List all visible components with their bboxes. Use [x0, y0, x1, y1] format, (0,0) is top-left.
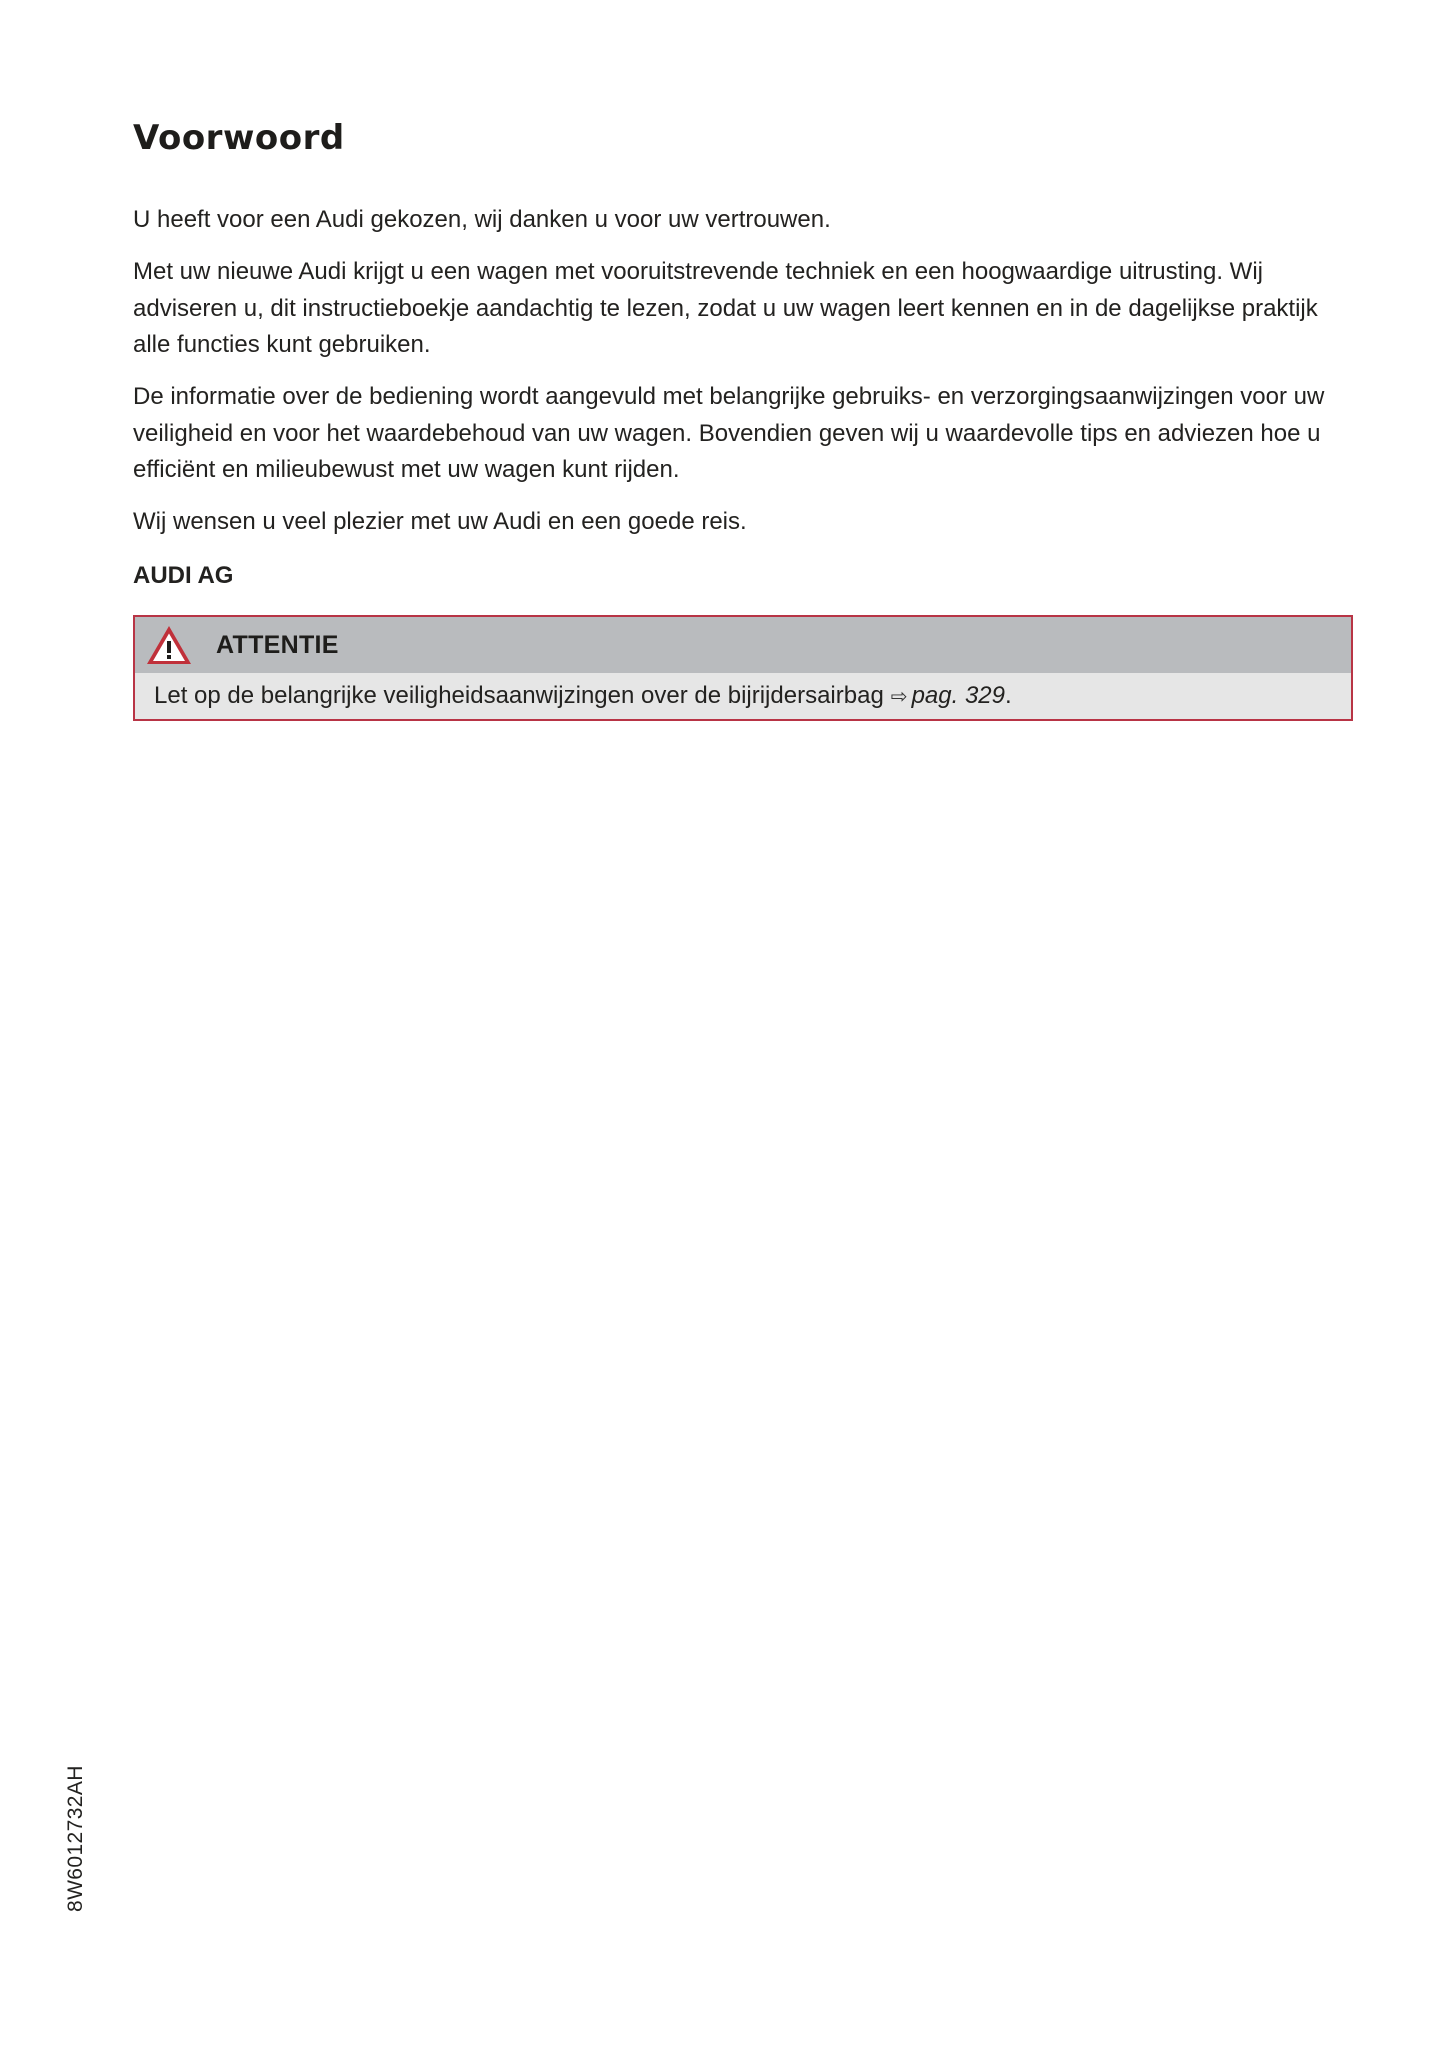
warning-trailing-period: . — [1004, 682, 1012, 709]
arrow-right-icon: ⇨ — [890, 685, 908, 708]
paragraph-operation-info: De informatie over de bediening wordt aangevuld met belangrijke gebruiks- en verzorgingsaanwijzingen voor uw veiligheid en voor het waardebehoud van uw wagen. Bovendien geven wij u waardevolle tips en adviezen hoe u efficiënt en milieubewust met uw wagen kunt rijden. — [133, 383, 1325, 483]
warning-triangle-icon — [145, 624, 193, 666]
warning-header — [135, 617, 1351, 673]
document-code: 8W6012732AH — [64, 1765, 87, 1912]
paragraph-intro: U heeft voor een Audi gekozen, wij danken u voor uw vertrouwen. — [133, 206, 831, 233]
page-reference-link[interactable]: pag. 329 — [911, 682, 1005, 709]
paragraph-new-audi: Met uw nieuwe Audi krijgt u een wagen met vooruitstrevende techniek en een hoogwaardige uitrusting. Wij adviseren u, dit instructieboekje aandachtig te lezen, zodat u uw wagen leert kennen en in de dagelijkse praktijk alle functies kunt gebruiken. — [133, 258, 1318, 358]
warning-title: ATTENTIE — [216, 630, 339, 659]
page-title: Voorwoord — [133, 118, 345, 158]
warning-box — [133, 615, 1353, 721]
signature: AUDI AG — [133, 561, 234, 589]
preface-body — [133, 202, 1358, 610]
warning-text: Let op de belangrijke veiligheidsaanwijzingen over de bijrijdersairbag — [154, 682, 884, 709]
warning-body — [135, 673, 1351, 719]
paragraph-wishes: Wij wensen u veel plezier met uw Audi en een goede reis. — [133, 508, 747, 535]
